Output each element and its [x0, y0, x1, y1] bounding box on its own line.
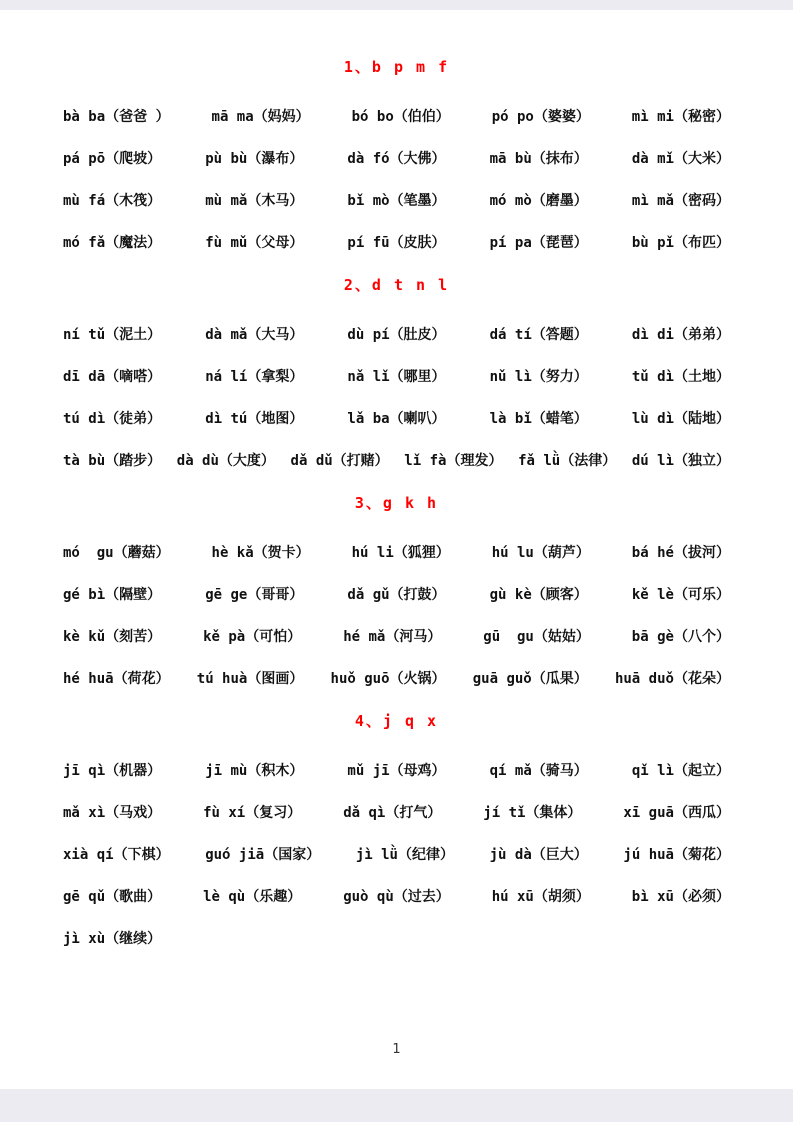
pinyin-word-entry: dú lì（独立） [631, 453, 730, 469]
pinyin-word-entry: fù mǔ（父母） [205, 235, 304, 251]
pinyin-word-entry: ná lí（拿梨） [205, 369, 304, 385]
word-row [63, 368, 730, 386]
pinyin-word-entry: dǎ qì（打气） [343, 805, 442, 821]
word-row [63, 762, 730, 780]
page-top-edge [0, 0, 793, 10]
pinyin-word-entry: huǒ guō（火锅） [330, 671, 446, 687]
word-row [63, 544, 730, 562]
word-row [63, 670, 730, 688]
pinyin-word-entry: nǔ lì（努力） [489, 369, 588, 385]
word-row [63, 192, 730, 210]
pinyin-word-entry: pó po（婆婆） [491, 109, 590, 125]
pinyin-word-entry: tú dì（徒弟） [63, 411, 162, 427]
pinyin-word-entry: jú huā（菊花） [623, 847, 730, 863]
section-title: 2、d t n l [343, 276, 450, 294]
word-row [63, 930, 730, 948]
pinyin-word-entry: kě lè（可乐） [631, 587, 730, 603]
section-rows [63, 326, 730, 470]
pinyin-word-entry: gū gu（姑姑） [483, 629, 590, 645]
pinyin-word-entry: dà mǎ（大马） [205, 327, 304, 343]
pinyin-word-entry: mǔ jī（母鸡） [347, 763, 446, 779]
section-rows [63, 544, 730, 688]
pinyin-word-entry: lǐ fà（理发） [404, 453, 503, 469]
pinyin-word-entry: dī dā（嘀嗒） [63, 369, 162, 385]
pinyin-word-entry: kě pà（可怕） [203, 629, 302, 645]
pinyin-word-entry: lǎ ba（喇叭） [347, 411, 446, 427]
pinyin-word-entry: pí fū（皮肤） [347, 235, 446, 251]
pinyin-word-entry: tǔ dì（土地） [631, 369, 730, 385]
word-row [63, 888, 730, 906]
section-title: 1、b p m f [343, 58, 450, 76]
section-bpmf [63, 58, 730, 252]
pinyin-word-entry: pù bù（瀑布） [205, 151, 304, 167]
pinyin-word-entry: jī mù（积木） [205, 763, 304, 779]
pinyin-word-entry: hé huā（荷花） [63, 671, 170, 687]
pinyin-word-entry: mó fǎ（魔法） [63, 235, 162, 251]
pinyin-word-entry: ní tǔ（泥土） [63, 327, 162, 343]
pinyin-word-entry: fǎ lǜ（法律） [518, 453, 617, 469]
pinyin-word-entry: dá tí（答题） [489, 327, 588, 343]
pinyin-word-entry: dǎ gǔ（打鼓） [347, 587, 446, 603]
pinyin-word-entry: hú xū（胡须） [491, 889, 590, 905]
pinyin-word-entry: tú huà（图画） [196, 671, 304, 687]
word-row [63, 150, 730, 168]
pinyin-word-entry: jí tǐ（集体） [483, 805, 582, 821]
pinyin-word-entry: qǐ lì（起立） [631, 763, 730, 779]
pinyin-word-entry: kè kǔ（刻苦） [63, 629, 162, 645]
pinyin-word-entry: gē ge（哥哥） [205, 587, 304, 603]
pinyin-word-entry: lù dì（陆地） [631, 411, 730, 427]
pinyin-word-entry: hé mǎ（河马） [343, 629, 442, 645]
pinyin-word-entry: gē qǔ（歌曲） [63, 889, 162, 905]
pinyin-word-entry: bà ba（爸爸 ） [63, 109, 170, 125]
pinyin-word-entry: jī qì（机器） [63, 763, 162, 779]
pinyin-word-entry: bā gè（八个） [631, 629, 730, 645]
pinyin-word-entry: bá hé（拔河） [631, 545, 730, 561]
page-bottom-edge [0, 1089, 793, 1122]
pinyin-word-entry: nǎ lǐ（哪里） [347, 369, 446, 385]
pinyin-word-entry: dù pí（肚皮） [347, 327, 446, 343]
section-rows [63, 762, 730, 948]
pinyin-word-entry: xià qí（下棋） [63, 847, 170, 863]
section-title: 3、g k h [354, 494, 439, 512]
pinyin-word-entry: jì xù（继续） [63, 931, 162, 947]
word-row [63, 234, 730, 252]
word-row [63, 326, 730, 344]
pinyin-word-entry: dǎ dǔ（打赌） [290, 453, 389, 469]
pinyin-word-entry: qí mǎ（骑马） [489, 763, 588, 779]
pinyin-word-entry: bì xū（必须） [631, 889, 730, 905]
pinyin-word-entry: dà mǐ（大米） [631, 151, 730, 167]
pinyin-word-entry: xī guā（西瓜） [623, 805, 730, 821]
section-title: 4、j q x [354, 712, 439, 730]
section-rows [63, 108, 730, 252]
section-gkh [63, 494, 730, 688]
pinyin-word-entry: lè qù（乐趣） [203, 889, 302, 905]
word-row [63, 452, 730, 470]
word-row [63, 804, 730, 822]
pinyin-word-entry: guò qù（过去） [343, 889, 450, 905]
pinyin-word-entry: hè kǎ（贺卡） [211, 545, 310, 561]
pinyin-word-entry: mó gu（蘑菇） [63, 545, 170, 561]
word-row [63, 586, 730, 604]
pinyin-word-entry: mì mǎ（密码） [631, 193, 730, 209]
word-row [63, 628, 730, 646]
pinyin-word-entry: gù kè（顾客） [489, 587, 588, 603]
pinyin-word-entry: mǎ xì（马戏） [63, 805, 162, 821]
pinyin-word-entry: guā guǒ（瓜果） [472, 671, 588, 687]
pinyin-word-entry: gé bì（隔壁） [63, 587, 162, 603]
pinyin-word-entry: tà bù（踏步） [63, 453, 162, 469]
pinyin-word-entry: dà dù（大度） [176, 453, 275, 469]
pinyin-word-entry: mù mǎ（木马） [205, 193, 304, 209]
pinyin-word-entry: jù dà（巨大） [489, 847, 588, 863]
document-content [63, 58, 730, 972]
pinyin-word-entry: mó mò（磨墨） [489, 193, 588, 209]
word-row [63, 410, 730, 428]
pinyin-word-entry: bó bo（伯伯） [351, 109, 450, 125]
pinyin-word-entry: mā bù（抹布） [489, 151, 588, 167]
pinyin-word-entry: mì mi（秘密） [631, 109, 730, 125]
section-jqx [63, 712, 730, 948]
pinyin-word-entry: jì lǜ（纪律） [355, 847, 454, 863]
page-number: 1 [392, 1042, 401, 1057]
pinyin-word-entry: dì di（弟弟） [631, 327, 730, 343]
pinyin-word-entry: hú lu（葫芦） [491, 545, 590, 561]
pinyin-word-entry: bǐ mò（笔墨） [347, 193, 446, 209]
pinyin-word-entry: guó jiā（国家） [205, 847, 321, 863]
pinyin-word-entry: dà fó（大佛） [347, 151, 446, 167]
pinyin-word-entry: mù fá（木筏） [63, 193, 162, 209]
pinyin-word-entry: là bǐ（蜡笔） [489, 411, 588, 427]
section-dtnl [63, 276, 730, 470]
word-row [63, 108, 730, 126]
pinyin-word-entry: bù pǐ（布匹） [631, 235, 730, 251]
pinyin-word-entry: huā duǒ（花朵） [614, 671, 730, 687]
pinyin-word-entry: pí pa（琵琶） [489, 235, 588, 251]
pinyin-word-entry: hú li（狐狸） [351, 545, 450, 561]
pinyin-word-entry: dì tú（地图） [205, 411, 304, 427]
pinyin-word-entry: fù xí（复习） [203, 805, 302, 821]
pinyin-word-entry: mā ma（妈妈） [211, 109, 310, 125]
pinyin-word-entry: pá pō（爬坡） [63, 151, 162, 167]
word-row [63, 846, 730, 864]
